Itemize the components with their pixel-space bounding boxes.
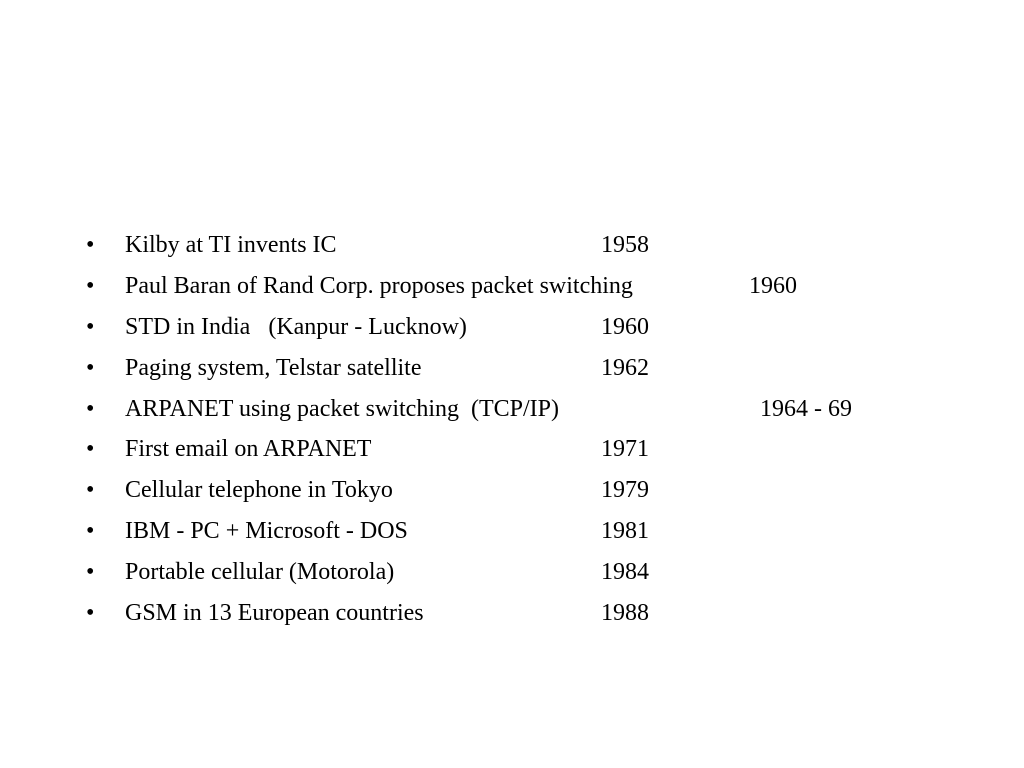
event-year: 1960 bbox=[749, 272, 797, 299]
event-year: 1958 bbox=[601, 232, 649, 258]
bullet-icon: • bbox=[86, 436, 95, 463]
bullet-icon: • bbox=[86, 559, 95, 586]
event-text: Kilby at TI invents IC bbox=[125, 232, 337, 258]
event-year: 1960 bbox=[601, 313, 649, 340]
bullet-icon: • bbox=[86, 600, 95, 627]
list-item bbox=[0, 429, 1024, 470]
list-item bbox=[0, 348, 1024, 389]
list-item bbox=[0, 225, 1024, 266]
event-text: Cellular telephone in Tokyo bbox=[125, 477, 393, 504]
event-text: Paging system, Telstar satellite bbox=[125, 354, 422, 381]
bullet-icon: • bbox=[86, 354, 95, 381]
event-year: 1984 bbox=[601, 559, 649, 586]
timeline-bullet-list bbox=[0, 225, 1024, 634]
event-year: 1981 bbox=[601, 518, 649, 545]
list-item bbox=[0, 511, 1024, 552]
bullet-icon: • bbox=[86, 477, 95, 504]
event-year: 1988 bbox=[601, 600, 649, 627]
event-text: Portable cellular (Motorola) bbox=[125, 559, 395, 586]
event-text: IBM - PC + Microsoft - DOS bbox=[125, 518, 408, 545]
event-year: 1962 bbox=[601, 354, 649, 381]
list-item bbox=[0, 266, 1024, 307]
list-item bbox=[0, 593, 1024, 634]
event-text: ARPANET using packet switching (TCP/IP) bbox=[125, 395, 560, 422]
bullet-icon: • bbox=[86, 272, 95, 299]
list-item bbox=[0, 389, 1024, 430]
event-year: 1979 bbox=[601, 477, 649, 504]
list-item bbox=[0, 470, 1024, 511]
list-item bbox=[0, 307, 1024, 348]
bullet-icon: • bbox=[86, 232, 95, 258]
event-year: 1971 bbox=[601, 436, 649, 463]
event-text: Paul Baran of Rand Corp. proposes packet switching bbox=[125, 272, 633, 299]
list-item bbox=[0, 552, 1024, 593]
bullet-icon: • bbox=[86, 518, 95, 545]
event-text: STD in India (Kanpur - Lucknow) bbox=[125, 313, 467, 340]
event-text: First email on ARPANET bbox=[125, 436, 372, 463]
event-text: GSM in 13 European countries bbox=[125, 600, 424, 627]
bullet-icon: • bbox=[86, 313, 95, 340]
event-year: 1964 - 69 bbox=[760, 395, 852, 422]
bullet-icon: • bbox=[86, 395, 95, 422]
